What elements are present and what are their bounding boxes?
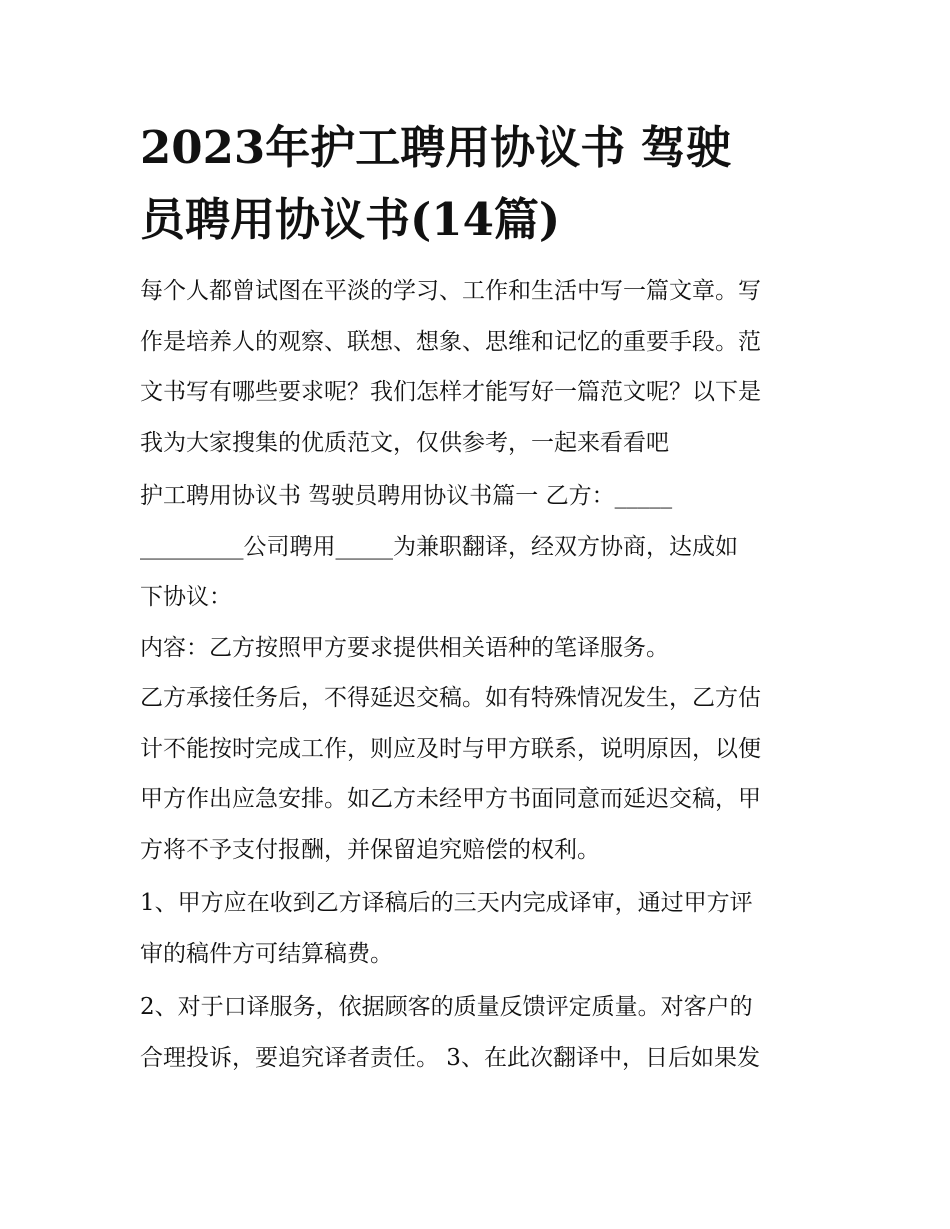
intro-paragraph [140,266,820,468]
clause-2-paragraph [140,982,820,1083]
text-line: 文书写有哪些要求呢？我们怎样才能写好一篇范文呢？以下是 [140,379,761,405]
title-line-2: 员聘用协议书(14篇) [140,193,561,246]
text-line: 1、甲方应在收到乙方译稿后的三天内完成译审，通过甲方评 [140,890,753,916]
text-line: 我为大家搜集的优质范文，仅供参考，一起来看看吧 [140,429,669,456]
document-title [140,112,820,256]
text-line: 2、对于口译服务，依据顾客的质量反馈评定质量。对客户的 [140,994,753,1020]
text-line: 护工聘用协议书 驾驶员聘用协议书篇一 乙方：_____ [140,483,673,509]
text-line: 内容：乙方按照甲方要求提供相关语种的笔译服务。 [140,634,669,661]
content-paragraph [140,623,820,674]
text-line: 作是培养人的观察、联想、想象、思维和记忆的重要手段。范 [140,328,761,355]
text-line: 合理投诉，要追究译者责任。 3、在此次翻译中，日后如果发 [140,1044,760,1071]
text-line: _________公司聘用_____为兼职翻译，经双方协商，达成如 [140,533,738,560]
text-line: 方将不予支付报酬，并保留追究赔偿的权利。 [140,836,600,863]
text-line: 每个人都曾试图在平淡的学习、工作和生活中写一篇文章。写 [140,278,761,304]
text-line: 计不能按时完成工作，则应及时与甲方联系，说明原因，以便 [140,735,761,762]
text-line: 审的稿件方可结算稿费。 [140,940,393,967]
document-page [140,112,820,1083]
text-line: 乙方承接任务后，不得延迟交稿。如有特殊情况发生，乙方估 [140,685,761,711]
delivery-paragraph [140,673,820,875]
clause-1-paragraph [140,878,820,979]
text-line: 下协议： [140,584,232,610]
title-line-1: 2023年护工聘用协议书 驾驶 [140,121,731,174]
text-line: 甲方作出应急安排。如乙方未经甲方书面同意而延迟交稿，甲 [140,786,761,812]
agreement-opening-paragraph [140,471,820,623]
